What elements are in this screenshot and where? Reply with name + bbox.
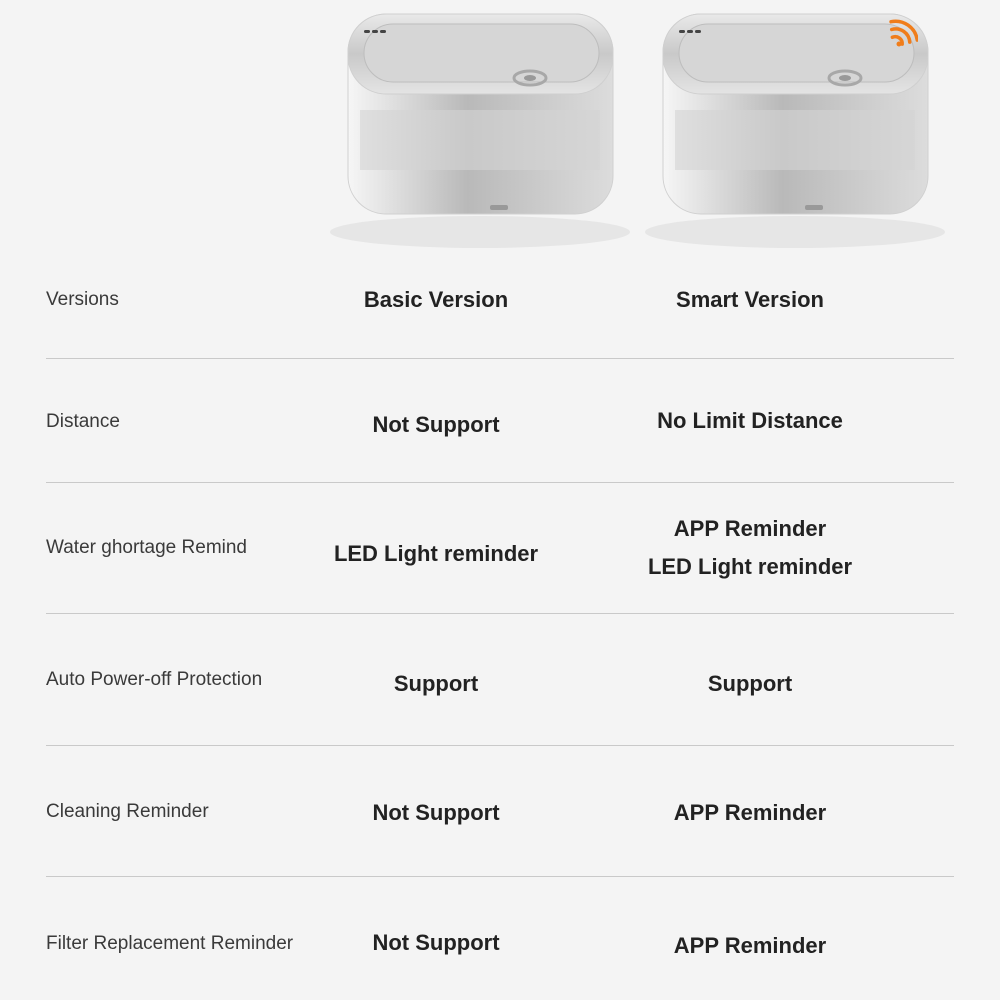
basic-water-shortage-value: LED Light reminder <box>333 541 539 566</box>
row-label-cleaning-reminder: Cleaning Reminder <box>46 801 209 822</box>
basic-filter-replacement-value: Not Support <box>372 930 500 955</box>
smart-auto-power-off-value: Support <box>707 671 793 696</box>
row-label-versions: Versions <box>46 289 119 310</box>
basic-fountain-image <box>330 0 630 250</box>
row-divider <box>46 876 954 877</box>
basic-auto-power-off-value: Support <box>393 671 479 696</box>
row-label-auto-power-off: Auto Power-off Protection <box>46 669 263 690</box>
basic-distance-value: Not Support <box>372 412 500 437</box>
smart-water-shortage-value-led: LED Light reminder <box>647 554 853 579</box>
smart-cleaning-reminder-value: APP Reminder <box>673 800 827 825</box>
smart-water-shortage-value-app: APP Reminder <box>673 516 827 541</box>
basic-version-heading: Basic Version <box>363 287 509 312</box>
basic-cleaning-reminder-value: Not Support <box>372 800 500 825</box>
wifi-icon <box>872 14 918 50</box>
row-divider <box>46 358 954 359</box>
row-divider <box>46 613 954 614</box>
row-divider <box>46 482 954 483</box>
row-divider <box>46 745 954 746</box>
smart-version-heading: Smart Version <box>676 287 824 312</box>
row-label-water-shortage: Water ghortage Remind <box>46 537 248 558</box>
smart-filter-replacement-value: APP Reminder <box>673 933 827 958</box>
row-label-filter-replacement: Filter Replacement Reminder <box>46 933 294 954</box>
row-label-distance: Distance <box>46 411 120 432</box>
smart-distance-value: No Limit Distance <box>657 408 843 433</box>
